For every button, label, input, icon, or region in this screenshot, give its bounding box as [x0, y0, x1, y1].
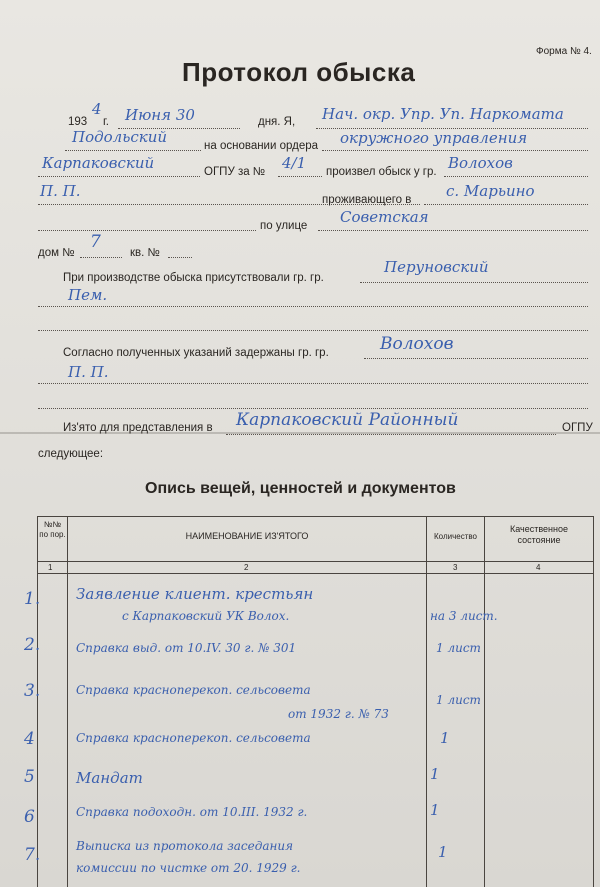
row-item-name-continued: с Карпаковский УК Волох.: [122, 609, 290, 623]
search-label: произвел обыск у гр.: [326, 166, 437, 178]
house-number-handwritten: 7: [90, 232, 101, 252]
dotted-line: [38, 306, 588, 307]
inventory-heading: Опись вещей, ценностей и документов: [145, 480, 456, 497]
column-number: 4: [536, 563, 541, 572]
detained-label: Согласно полученных указаний задержаны гр. гр.: [63, 347, 329, 359]
dotted-line: [38, 383, 588, 384]
row-item-name: Заявление клиент. крестьян: [76, 585, 314, 603]
row-quantity: 1 лист: [436, 693, 481, 707]
officer-handwritten: Нач. окр. Упр. Уп. Наркомата: [322, 105, 564, 123]
seized-label: Из'ято для представления в: [63, 422, 213, 434]
header-divider: [38, 561, 593, 562]
officer-name-handwritten: Подольский: [72, 128, 168, 146]
district-handwritten: Карпаковский: [42, 154, 155, 172]
row-number: 7.: [24, 845, 41, 865]
order-number-handwritten: 4/1: [282, 154, 307, 172]
row-quantity: 1: [438, 843, 448, 861]
row-item-name-continued: от 1932 г. № 73: [288, 707, 389, 721]
year-prefix: 193: [68, 116, 88, 128]
initials-handwritten: П. П.: [40, 182, 81, 200]
residing-label: проживающего в: [322, 194, 412, 206]
dotted-line: [38, 176, 200, 177]
row-number: 6: [24, 807, 35, 827]
inventory-table: [24, 516, 594, 887]
street-handwritten: Советская: [340, 208, 429, 226]
house-label: дом №: [38, 247, 75, 259]
ogpu-end-label: ОГПУ: [562, 422, 593, 434]
row-number: 3.: [24, 681, 41, 701]
year-handwritten: 4: [92, 100, 102, 118]
row-quantity: 1: [430, 801, 440, 819]
row-number: 4: [24, 729, 35, 749]
dotted-line: [364, 358, 588, 359]
dotted-line: [318, 230, 588, 231]
column-number: 1: [48, 563, 53, 572]
apt-label: кв. №: [130, 247, 160, 259]
row-quantity: 1: [440, 729, 450, 747]
street-label: по улице: [260, 220, 308, 232]
row-number: 2.: [24, 635, 41, 655]
column-number: 3: [453, 563, 458, 572]
dotted-line: [80, 257, 122, 258]
day-label: дня. Я,: [258, 116, 296, 128]
row-item-name-continued: комиссии по чистке от 20. 1929 г.: [76, 861, 301, 875]
row-item-name: Мандат: [76, 769, 143, 787]
present-label: При производстве обыска присутствовали гр. гр.: [63, 272, 324, 284]
basis-label: на основании ордера: [204, 140, 319, 152]
dotted-line: [444, 176, 588, 177]
row-number: 1.: [24, 589, 41, 609]
present-2-handwritten: Пем.: [68, 286, 108, 304]
row-item-name: Справка красноперекоп. сельсовета: [76, 731, 311, 745]
order-handwritten: окружного управления: [340, 129, 528, 147]
column-header-number: №№ по пор.: [39, 520, 66, 539]
year-suffix: г.: [103, 116, 109, 128]
following-label: следующее:: [38, 448, 104, 460]
form-number: Форма № 4.: [536, 46, 592, 57]
dotted-line: [278, 176, 322, 177]
row-item-name: Справка выд. от 10.IV. 30 г. № 301: [76, 641, 297, 655]
row-item-name: Справка подоходн. от 10.III. 1932 г.: [76, 805, 308, 819]
column-number: 2: [244, 563, 249, 572]
dotted-line: [424, 204, 588, 205]
date-handwritten: Июня 30: [125, 106, 195, 124]
column-header-name: НАИМЕНОВАНИЕ ИЗ'ЯТОГО: [185, 531, 309, 541]
column-header-quantity: Количество: [434, 532, 477, 541]
row-number: 5: [24, 767, 35, 787]
row-quantity: на 3 лист.: [430, 609, 498, 623]
row-item-name: Выписка из протокола заседания: [76, 839, 294, 853]
present-1-handwritten: Перуновский: [384, 258, 489, 276]
row-quantity: 1: [430, 765, 440, 783]
row-quantity: 1 лист: [436, 641, 481, 655]
dotted-line: [65, 150, 201, 151]
residence-handwritten: с. Марьино: [446, 182, 535, 200]
dotted-line: [226, 434, 556, 435]
detained-2-handwritten: П. П.: [68, 363, 109, 381]
dotted-line: [360, 282, 588, 283]
row-item-name: Справка красноперекоп. сельсовета: [76, 683, 311, 697]
column-header-condition: Качественное состояние: [509, 524, 568, 545]
dotted-line: [38, 230, 256, 231]
suspect-handwritten: Волохов: [448, 154, 513, 172]
header-divider: [38, 573, 593, 574]
ogpu-label: ОГПУ за №: [204, 166, 266, 178]
seized-to-handwritten: Карпаковский Районный: [236, 410, 459, 430]
detained-1-handwritten: Волохов: [380, 334, 454, 354]
dotted-line: [38, 408, 588, 409]
document-title: Протокол обыска: [182, 57, 416, 87]
dotted-line: [168, 257, 192, 258]
dotted-line: [322, 150, 588, 151]
dotted-line: [38, 330, 588, 331]
